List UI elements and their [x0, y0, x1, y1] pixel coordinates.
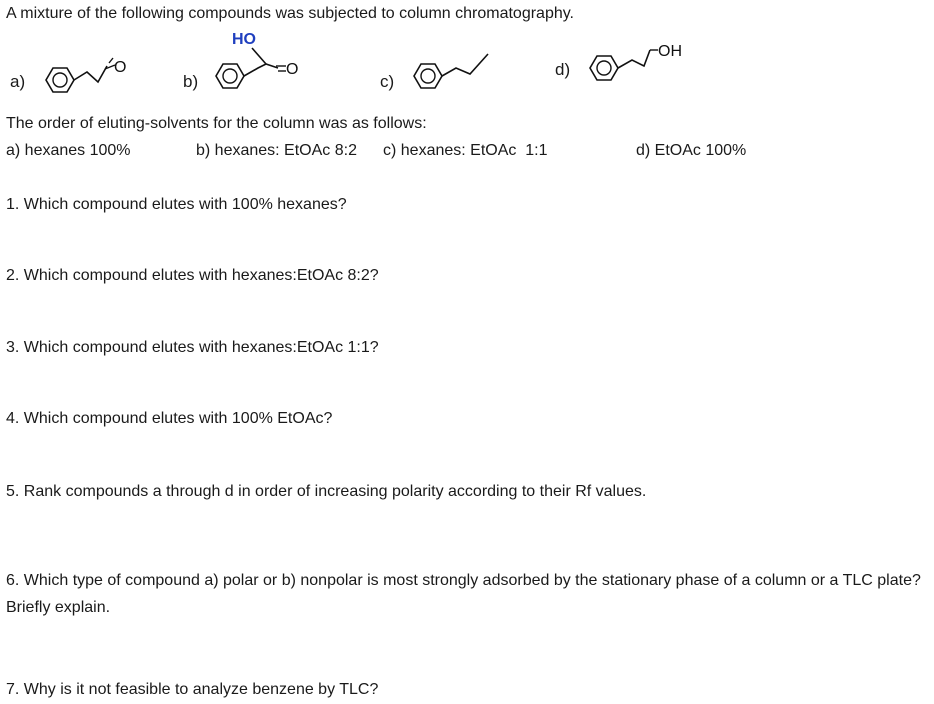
- phenylacetaldehyde-structure-icon: [36, 50, 136, 100]
- compound-label-d: d): [555, 60, 571, 79]
- question-3: 3. Which compound elutes with hexanes:EtOAc 1:1?: [6, 339, 379, 356]
- compound-label-c: c): [380, 72, 395, 91]
- question-2: 2. Which compound elutes with hexanes:EtOAc 8:2?: [6, 267, 379, 284]
- question-1: 1. Which compound elutes with 100% hexanes?: [6, 196, 347, 213]
- question-7: 7. Why is it not feasible to analyze benzene by TLC?: [6, 681, 379, 698]
- compound-label-b: b): [183, 72, 199, 91]
- hydroxyl-atom-label: HO: [232, 31, 256, 48]
- solvent-intro-text: The order of eluting-solvents for the column was as follows:: [6, 115, 427, 132]
- oxygen-atom-label: O: [114, 59, 127, 76]
- phenylpropanol-structure-icon: [580, 36, 690, 96]
- solvent-b-text: b) hexanes: EtOAc 8:2: [196, 142, 357, 159]
- solvent-d-text: d) EtOAc 100%: [636, 142, 747, 159]
- hydroxyl-atom-label: OH: [658, 43, 682, 60]
- compound-label-a: a): [10, 72, 26, 91]
- solvent-c-text: c) hexanes: EtOAc 1:1: [383, 142, 548, 159]
- solvent-a-text: a) hexanes 100%: [6, 142, 131, 159]
- phenyl-hydroxy-carbonyl-structure-icon: [206, 28, 316, 100]
- carbonyl-oxygen-label: O: [286, 61, 299, 78]
- question-4: 4. Which compound elutes with 100% EtOAc?: [6, 410, 333, 427]
- question-5: 5. Rank compounds a through d in order of increasing polarity according to their Rf values.: [6, 483, 647, 500]
- propylbenzene-structure-icon: [404, 46, 504, 100]
- intro-text: A mixture of the following compounds was subjected to column chromatography.: [6, 5, 574, 22]
- question-6: 6. Which type of compound a) polar or b) nonpolar is most strongly adsorbed by the stationary phase of a column or a TLC plate? Briefly explain.: [6, 572, 921, 616]
